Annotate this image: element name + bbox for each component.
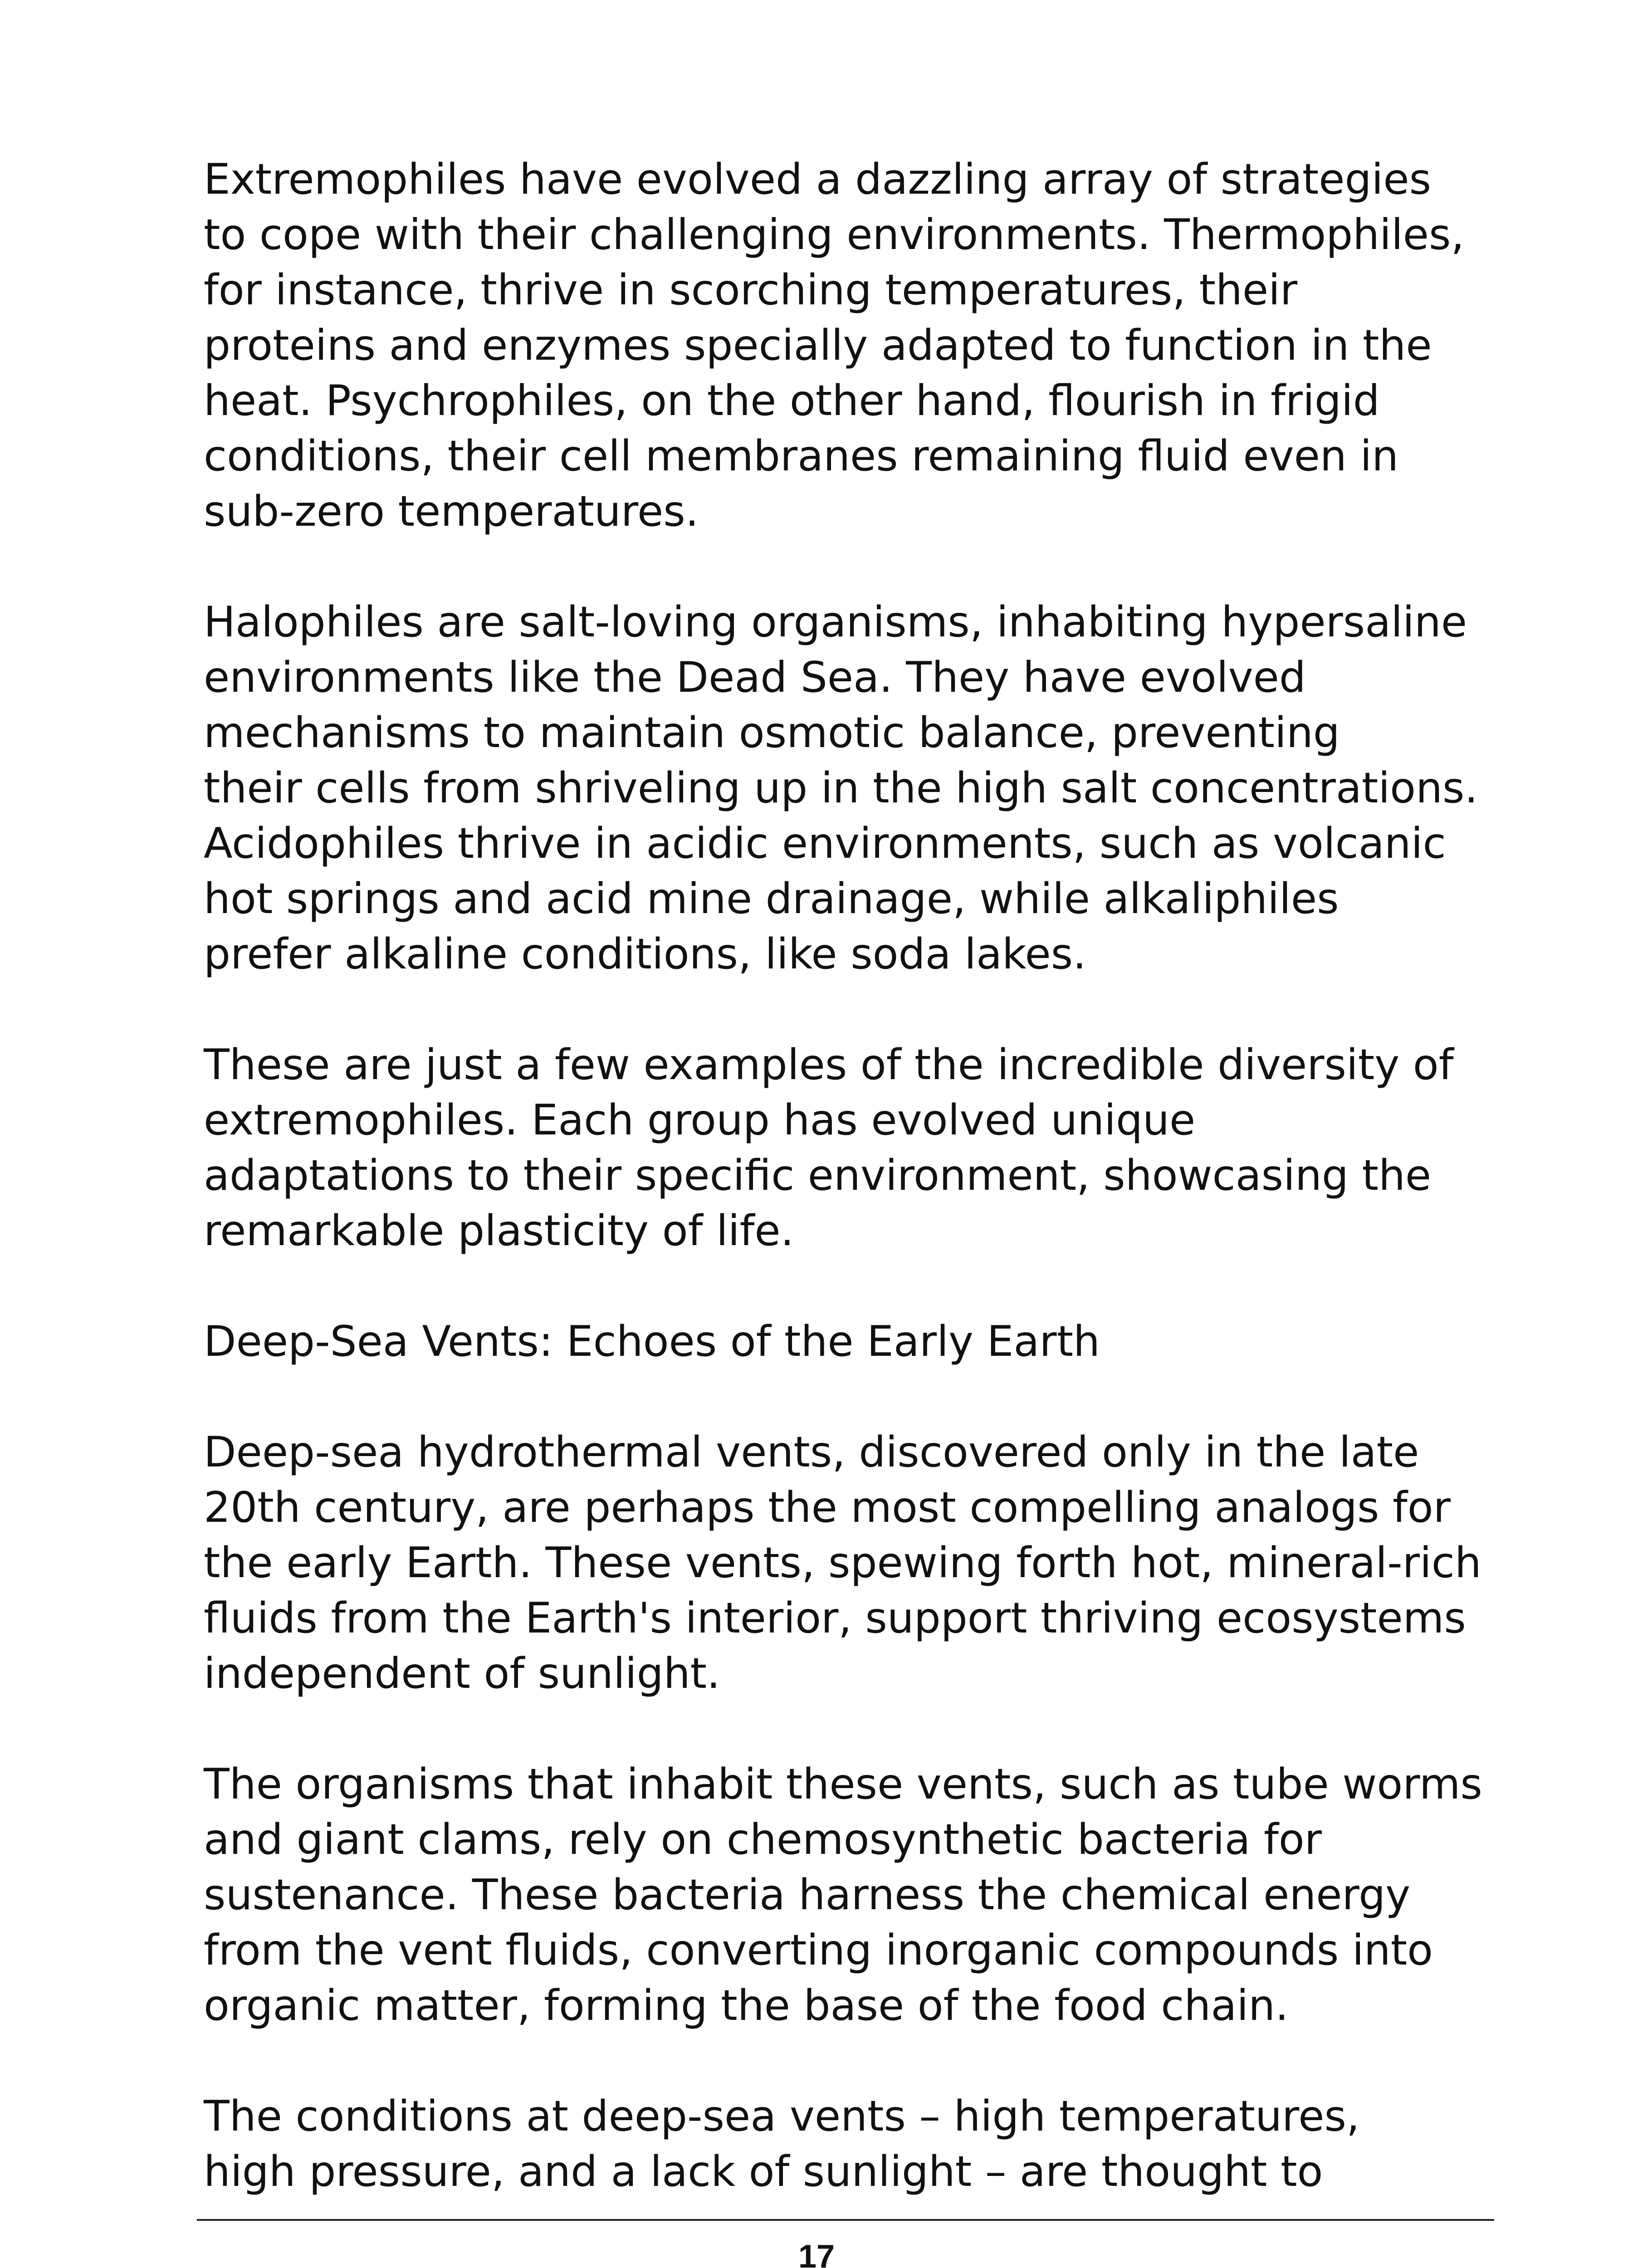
text-line: high pressure, and a lack of sunlight – are thought to [204,2147,1323,2196]
paragraph [204,1424,1504,1701]
text-line: environments like the Dead Sea. They have evolved [204,653,1306,702]
text-line: mechanisms to maintain osmotic balance, preventing [204,708,1340,757]
text-line: organic matter, forming the base of the food chain. [204,1981,1289,2030]
text-line: sub-zero temperatures. [204,487,699,536]
text-line: prefer alkaline conditions, like soda lakes. [204,929,1086,978]
text-line: extremophiles. Each group has evolved unique [204,1095,1196,1144]
text-line: fluids from the Earth's interior, support thriving ecosystems [204,1593,1466,1642]
text-line: for instance, thrive in scorching temperatures, their [204,265,1298,314]
page-number: 17 [798,2239,835,2268]
text-line: the early Earth. These vents, spewing forth hot, mineral-rich [204,1538,1481,1587]
text-line: Deep-sea hydrothermal vents, discovered only in the late [204,1427,1419,1476]
text-line: proteins and enzymes specially adapted to function in the [204,321,1432,370]
text-line: Acidophiles thrive in acidic environments, such as volcanic [204,819,1446,868]
text-line: sustenance. These bacteria harness the chemical energy [204,1870,1411,1919]
text-line: 20th century, are perhaps the most compelling analogs for [204,1483,1451,1532]
paragraph [204,2088,1504,2199]
text-line: Halophiles are salt-loving organisms, inhabiting hypersaline [204,597,1467,646]
paragraph [204,152,1504,539]
text-line: Deep-Sea Vents: Echoes of the Early Earth [204,1317,1100,1366]
paragraph [204,1756,1504,2033]
paragraph [204,594,1504,982]
body-text [204,152,1504,2254]
text-line: conditions, their cell membranes remaining fluid even in [204,431,1399,480]
paragraph [204,1037,1504,1258]
text-line: their cells from shriveling up in the high salt concentrations. [204,763,1478,812]
text-line: These are just a few examples of the incredible diversity of [204,1040,1454,1089]
section-heading [204,1314,1504,1369]
text-line: heat. Psychrophiles, on the other hand, flourish in frigid [204,376,1380,425]
text-line: adaptations to their specific environment, showcasing the [204,1151,1432,1200]
text-line: The organisms that inhabit these vents, such as tube worms [204,1760,1482,1809]
footer-divider [197,2219,1494,2221]
text-line: to cope with their challenging environments. Thermophiles, [204,210,1465,259]
text-line: and giant clams, rely on chemosynthetic bacteria for [204,1815,1322,1864]
text-line: independent of sunlight. [204,1649,720,1698]
text-line: Extremophiles have evolved a dazzling array of strategies [204,155,1432,204]
text-line: from the vent fluids, converting inorganic compounds into [204,1926,1433,1975]
text-line: The conditions at deep-sea vents – high temperatures, [204,2092,1360,2141]
text-line: remarkable plasticity of life. [204,1206,794,1255]
text-line: hot springs and acid mine drainage, while alkaliphiles [204,874,1339,923]
